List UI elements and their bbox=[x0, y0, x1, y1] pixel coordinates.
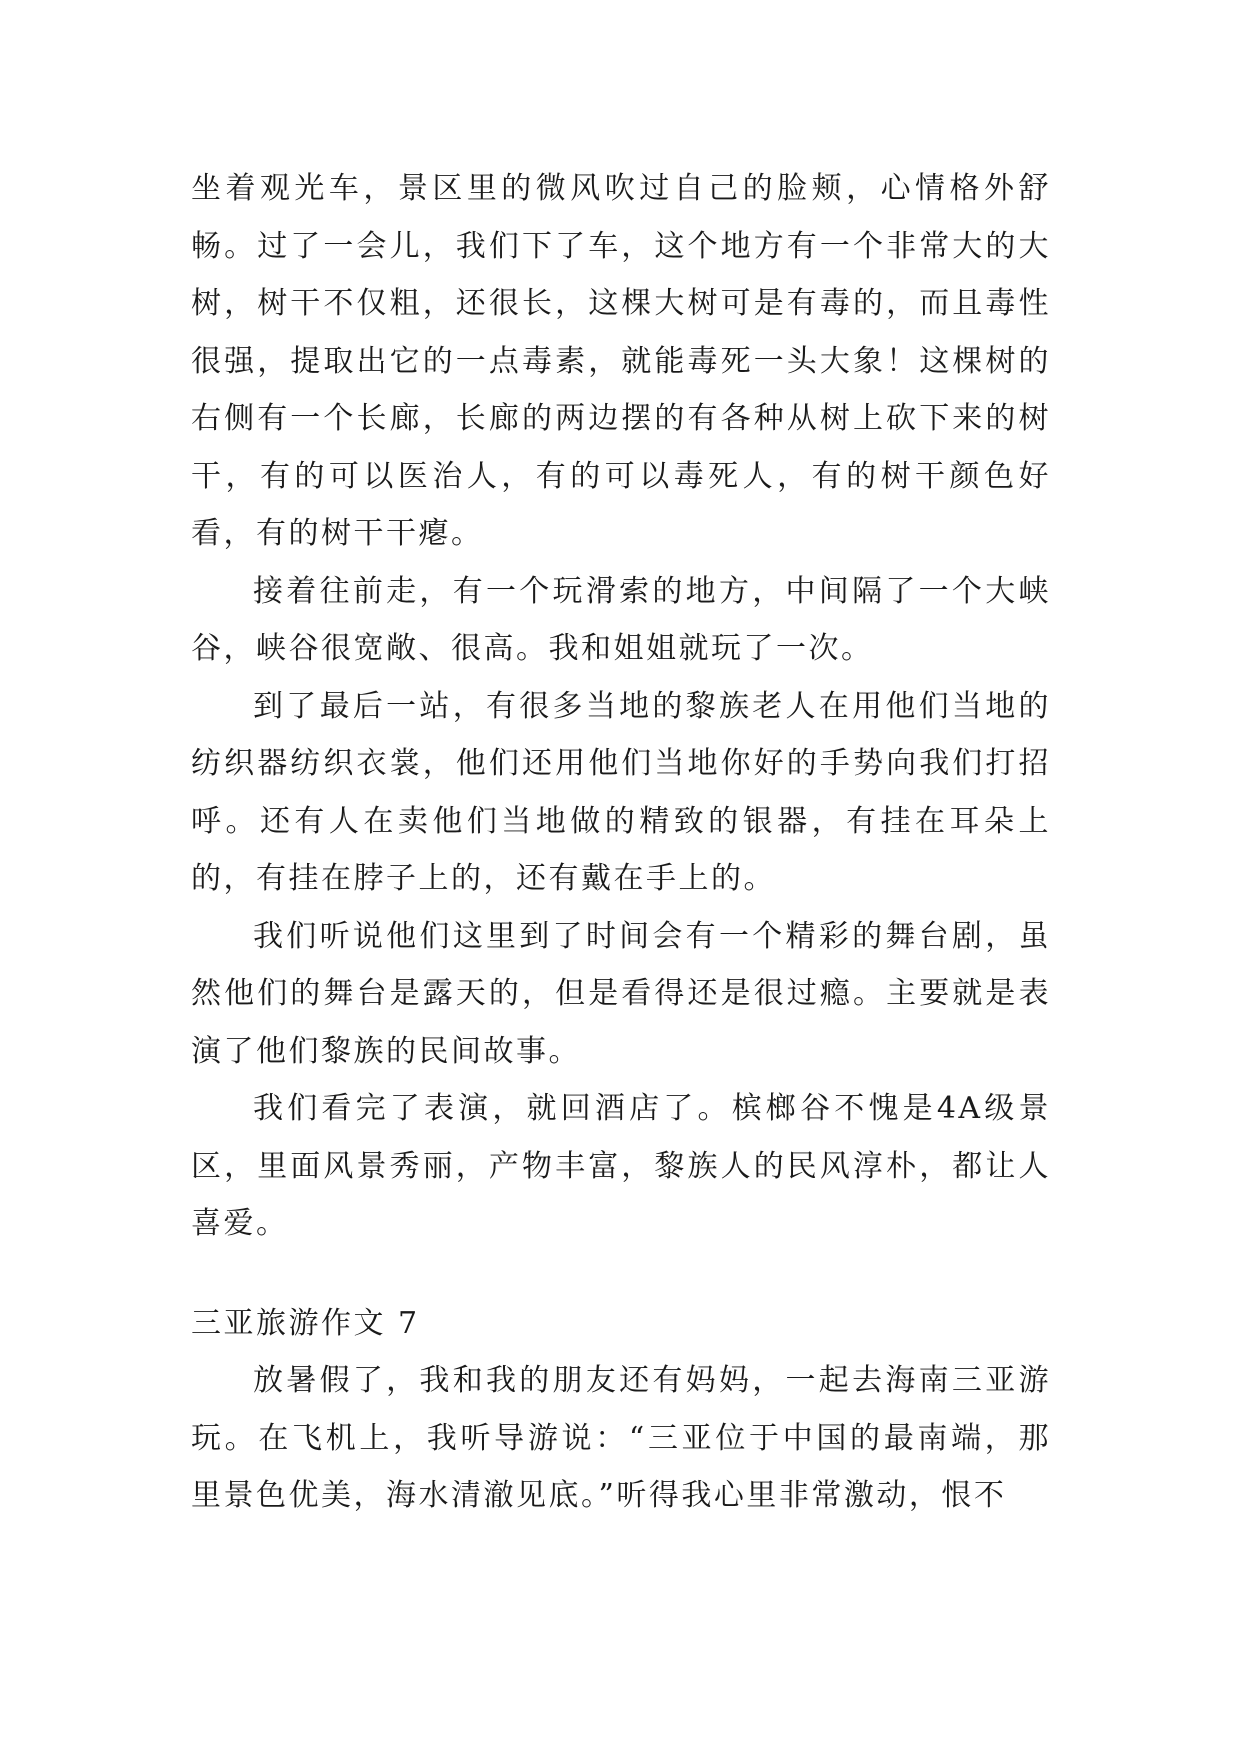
paragraph-3: 到了最后一站，有很多当地的黎族老人在用他们当地的纺织器纺织衣裳，他们还用他们当地你好的手势向我们打招呼。还有人在卖他们当地做的精致的银器，有挂在耳朵上的，有挂在脖子上的，还有戴在手上的。 bbox=[191, 688, 1051, 896]
paragraph-1: 坐着观光车，景区里的微风吹过自己的脸颊，心情格外舒畅。过了一会儿，我们下了车，这个地方有一个非常大的大树，树干不仅粗，还很长，这棵大树可是有毒的，而且毒性很强，提取出它的一点毒素，就能毒死一头大象！这棵树的右侧有一个长廊，长廊的两边摆的有各种从树上砍下来的树干，有的可以医治人，有的可以毒死人，有的树干颜色好看，有的树干干瘪。 bbox=[191, 171, 1051, 551]
paragraph-4: 我们听说他们这里到了时间会有一个精彩的舞台剧，虽然他们的舞台是露天的，但是看得还是很过瘾。主要就是表演了他们黎族的民间故事。 bbox=[191, 918, 1051, 1069]
paragraph-6: 放暑假了，我和我的朋友还有妈妈，一起去海南三亚游玩。在飞机上，我听导游说：“三亚位于中国的最南端，那里景色优美，海水清澈见底。”听得我心里非常激动，恨不 bbox=[191, 1363, 1051, 1513]
document-body bbox=[191, 160, 1051, 1525]
section-title: 三亚旅游作文 7 bbox=[191, 1305, 420, 1341]
paragraph-5: 我们看完了表演，就回酒店了。槟榔谷不愧是4A级景区，里面风景秀丽，产物丰富，黎族人的民风淳朴，都让人喜爱。 bbox=[191, 1091, 1051, 1241]
paragraph-2: 接着往前走，有一个玩滑索的地方，中间隔了一个大峡谷，峡谷很宽敞、很高。我和姐姐就玩了一次。 bbox=[191, 573, 1051, 666]
